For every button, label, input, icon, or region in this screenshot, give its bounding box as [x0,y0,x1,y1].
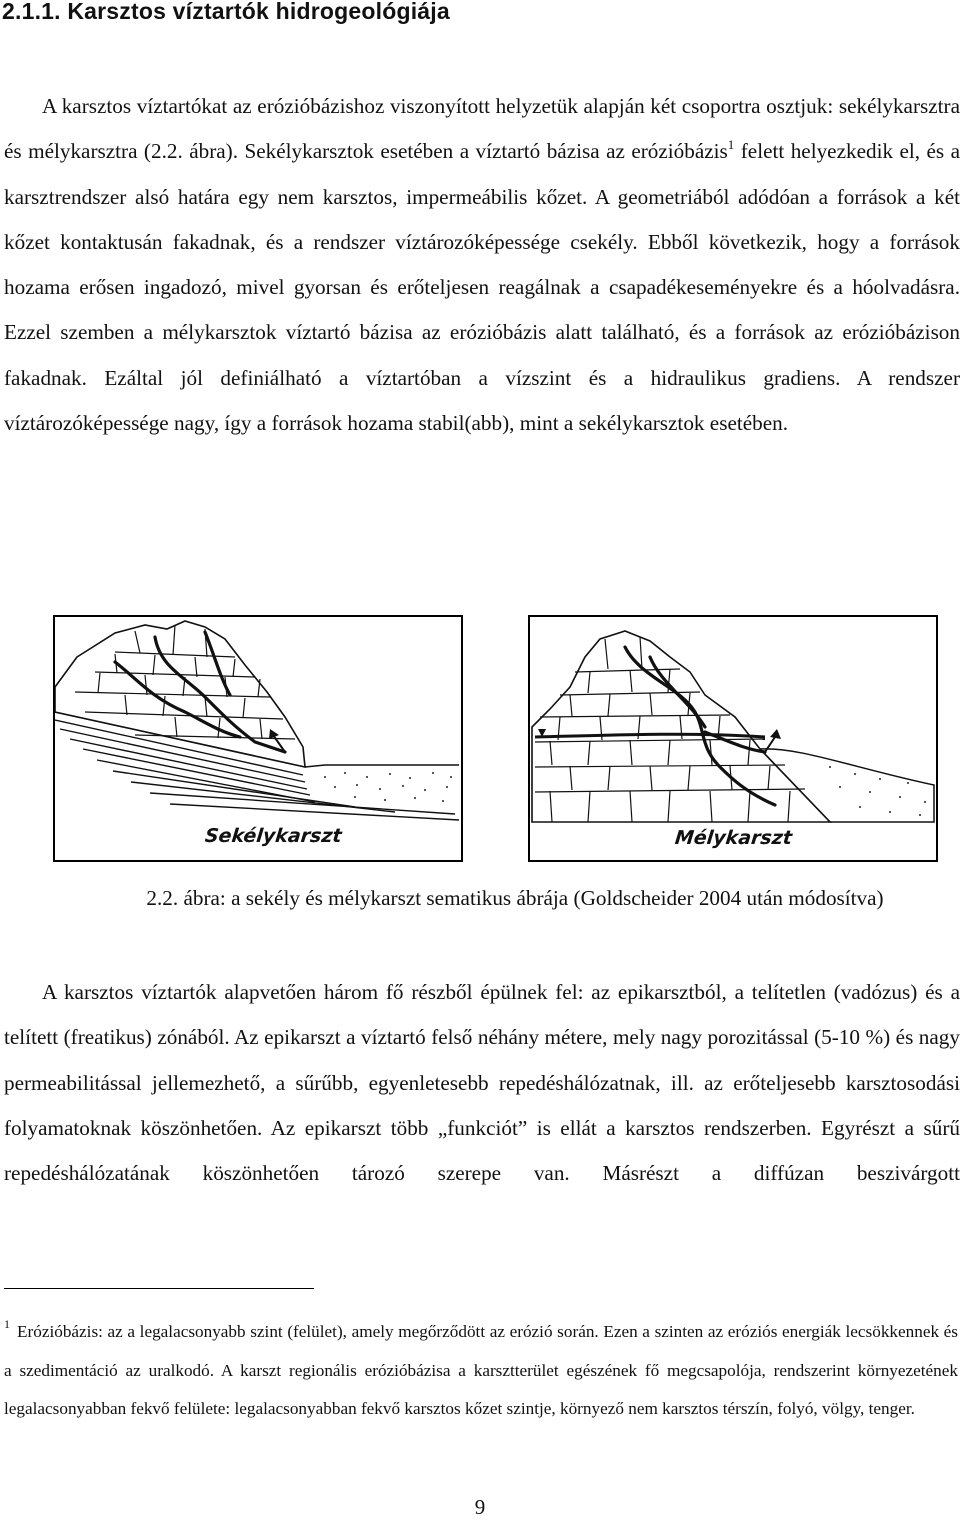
deep-karst-figure [528,615,938,862]
deep-karst-label: Mélykarszt [673,827,794,849]
paragraph-1 [4,84,960,446]
footnote-mark: 1 [4,1317,10,1331]
shallow-karst-label: Sekélykarszt [203,825,343,847]
footnote-text: Erózióbázis: az a legalacsonyabb szint (felület), amely megőrződött az erózió során. Ezen a szinten az eróziós energiák lecsökkennek és a szedimentáció az uralkodó. A karszt regionális erózióbázisa a karsztterület egészének fő megcsapolója, rendszerint környezetének legalacsonyabban fekvő felülete: legalacsonyabban fekvő karsztos kőzet szintje, környező nem karsztos térszín, folyó, völgy, tenger. [4,1322,958,1418]
section-heading: 2.1.1. Karsztos víztartók hidrogeológiája [2,0,450,24]
paragraph-1-text-a: A karsztos víztartókat az erózióbázishoz viszonyított helyzetük alapján két csoportra osztjuk: sekélykarsztra és mélykarsztra (2.2. ábra). Sekélykarsztok esetében a víztartó bázisa az erózióbázis [4,94,960,164]
shallow-karst-diagram [55,617,461,860]
footnote [4,1313,958,1428]
paragraph-1-text-b: felett helyezkedik el, és a karsztrendszer alsó határa egy nem karsztos, impermeábilis kőzet. A geometriából adódóan a források a két kőzet kontaktusán fakadnak, és a rendszer víztározóképessége csekély. Ebből következik, hogy a források hozama erősen ingadozó, mivel gyorsan és erőteljesen reagálnak a csapadékeseményekre és a hóolvadásra. Ezzel szemben a mélykarsztok víztartó bázisa az erózióbázis alatt található, és a források az erózióbázison fakadnak. Ezáltal jól definiálható a víztartóban a vízszint és a hidraulikus gradiens. A rendszer víztározóképessége nagy, így a források hozama stabil(abb), mint a sekélykarsztok esetében. [4,139,960,436]
deep-karst-diagram [530,617,936,860]
figure-caption: 2.2. ábra: a sekély és mélykarszt sematikus ábrája (Goldscheider 2004 után módosítva) [146,886,884,910]
paragraph-2: A karsztos víztartók alapvetően három fő részből épülnek fel: az epikarsztból, a telítetlen (vadózus) és a telített (freatikus) zónából. Az epikarszt a víztartó felső néhány métere, mely nagy porozitással (5-10 %) és nagy permeabilitással jellemezhető, a sűrűbb, egyenletesebb repedéshálózatnak, ill. az erőteljesebb karsztosodási folyamatoknak köszönhetően. Az epikarszt több „funkciót” is ellát a karsztos rendszerben. Egyrészt a sűrű repedéshálózatának köszönhetően tározó szerepe van. Másrészt a diffúzan beszivárgott [4,980,960,1186]
footnote-separator [4,1288,314,1289]
page-number: 9 [474,1495,486,1519]
footnote-reference[interactable]: 1 [727,137,735,153]
shallow-karst-figure [53,615,463,862]
